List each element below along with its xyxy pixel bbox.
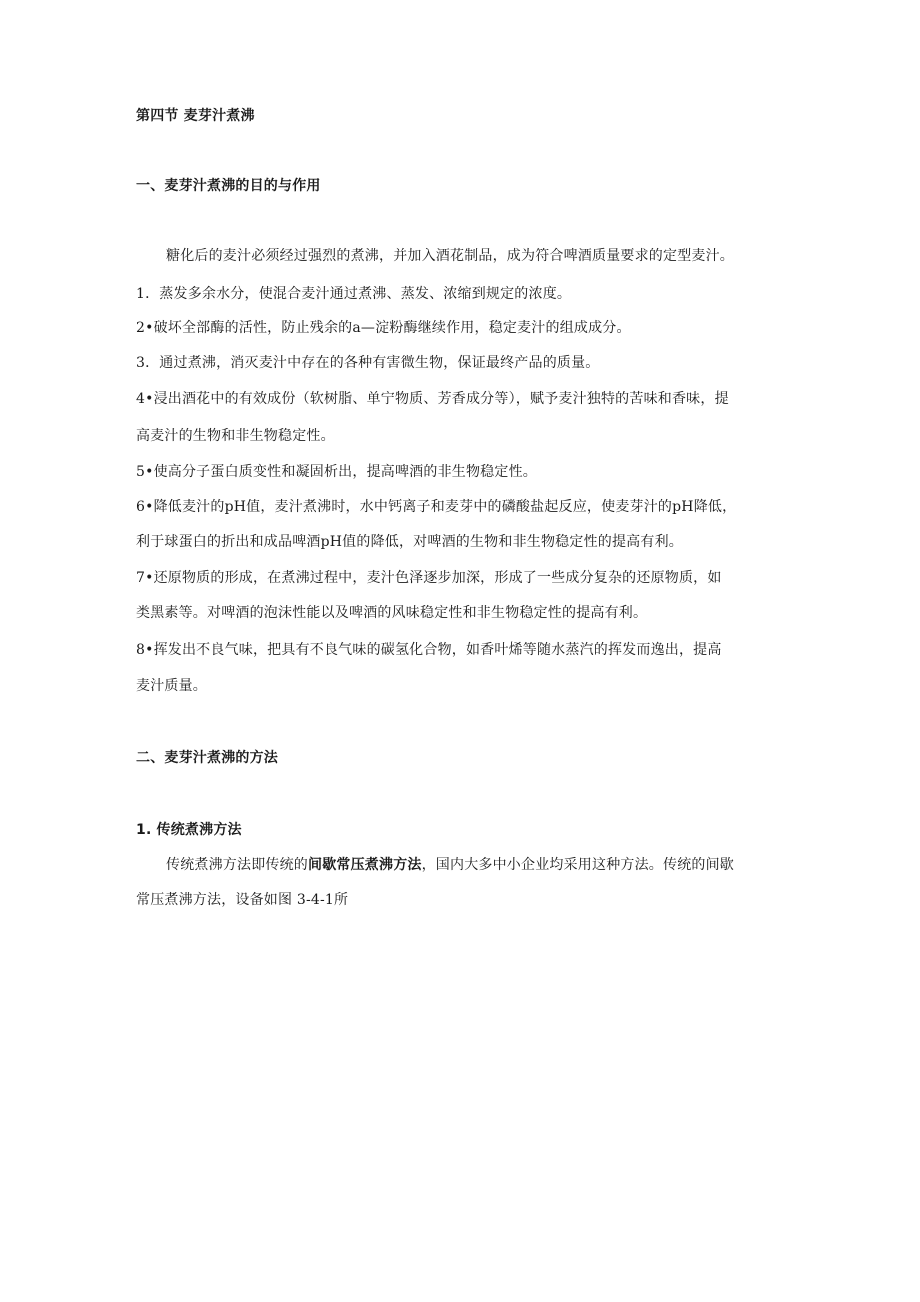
traditional-paragraph-line-2: 常压煮沸方法，设备如图 3-4-1所 xyxy=(136,892,349,908)
traditional-paragraph-bold: 间歇常压煮沸方法 xyxy=(308,857,422,873)
intro-paragraph: 糖化后的麦汁必须经过强烈的煮沸，并加入酒花制品，成为符合啤酒质量要求的定型麦汁。 xyxy=(166,248,734,264)
heading-methods: 二、麦芽汁煮沸的方法 xyxy=(136,750,278,766)
section-title: 第四节 麦芽汁煮沸 xyxy=(136,108,255,124)
subheading-traditional: 1. 传统煮沸方法 xyxy=(136,822,242,838)
list-item-7-line-1: 7•还原物质的形成，在煮沸过程中，麦汁色泽逐步加深，形成了一些成分复杂的还原物质，如 xyxy=(136,570,722,586)
list-item-6-line-2: 利于球蛋白的折出和成品啤酒pH值的降低，对啤酒的生物和非生物稳定性的提高有利。 xyxy=(136,534,683,550)
traditional-paragraph-line-1 xyxy=(166,855,734,875)
list-item-8-line-2: 麦汁质量。 xyxy=(136,678,207,694)
list-item-4-line-2: 高麦汁的生物和非生物稳定性。 xyxy=(136,428,335,444)
list-item-3: 3．通过煮沸，消灭麦汁中存在的各种有害微生物，保证最终产品的质量。 xyxy=(136,355,600,371)
traditional-paragraph-prefix: 传统煮沸方法即传统的 xyxy=(166,857,308,873)
heading-purpose: 一、麦芽汁煮沸的目的与作用 xyxy=(136,178,321,194)
list-item-1: 1．蒸发多余水分，使混合麦汁通过煮沸、蒸发、浓缩到规定的浓度。 xyxy=(136,286,572,302)
list-item-6-line-1: 6•降低麦汁的pH值，麦汁煮沸时，水中钙离子和麦芽中的磷酸盐起反应，使麦芽汁的pH降低， xyxy=(136,499,737,515)
list-item-8-line-1: 8•挥发出不良气味，把具有不良气味的碳氢化合物，如香叶烯等随水蒸汽的挥发而逸出，提高 xyxy=(136,642,722,658)
list-item-4-line-1: 4•浸出酒花中的有效成份（软树脂、单宁物质、芳香成分等），赋予麦汁独特的苦味和香味，提 xyxy=(136,391,729,407)
list-item-5: 5•使高分子蛋白质变性和凝固析出，提高啤酒的非生物稳定性。 xyxy=(136,464,537,480)
list-item-7-line-2: 类黑素等。对啤酒的泡沫性能以及啤酒的风味稳定性和非生物稳定性的提高有利。 xyxy=(136,605,648,621)
traditional-paragraph-suffix: ，国内大多中小企业均采用这种方法。传统的间歇 xyxy=(421,857,735,873)
list-item-2: 2•破坏全部酶的活性，防止残余的a—淀粉酶继续作用，稳定麦汁的组成成分。 xyxy=(136,320,631,336)
